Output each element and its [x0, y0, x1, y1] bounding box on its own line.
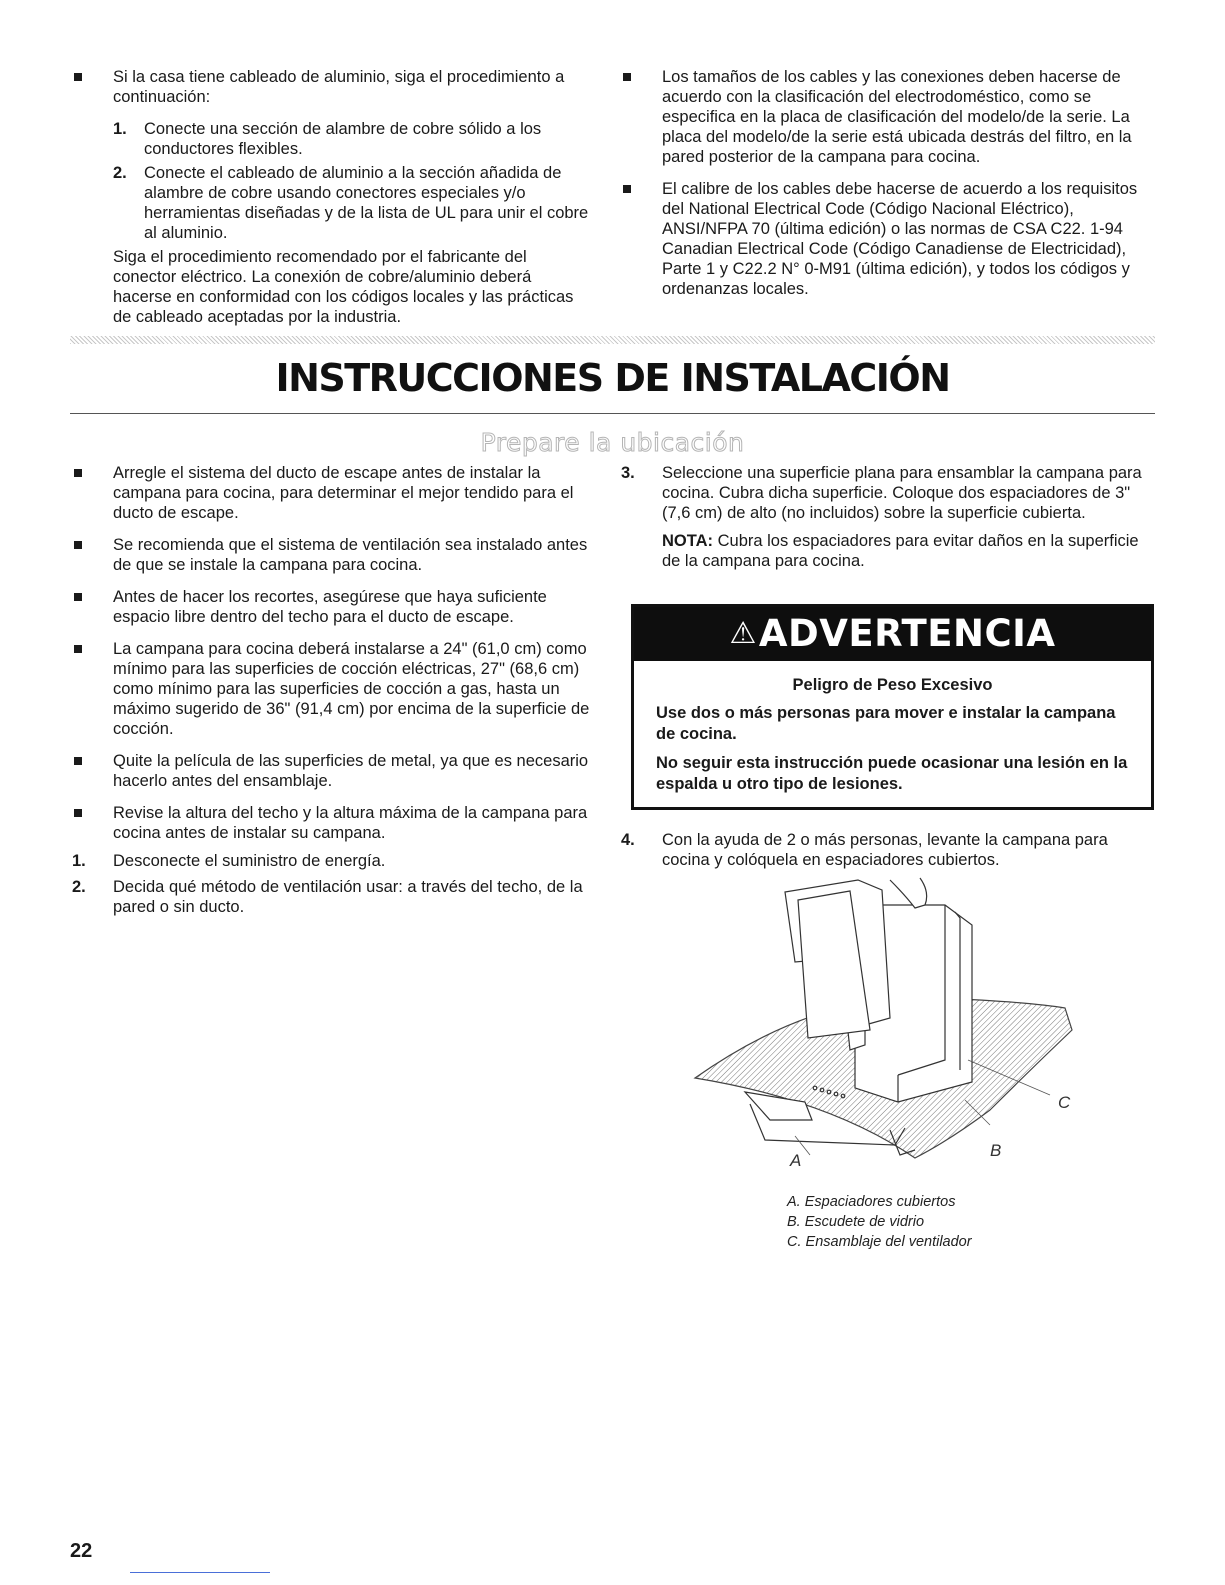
top-right-column	[621, 67, 1141, 311]
warning-heading: Peligro de Peso Excesivo	[792, 676, 993, 694]
list-item: Se recomienda que el sistema de ventilación sea instalado antes de que se instale la campana para cocina.	[72, 535, 592, 575]
warning-header: ⚠ADVERTENCIA	[634, 607, 1151, 661]
warning-box	[631, 604, 1154, 810]
top-left-column	[72, 67, 592, 327]
list-item: Los tamaños de los cables y las conexiones deben hacerse de acuerdo con la clasificación del electrodoméstico, como se especifica en la placa de clasificación del modelo/de la serie. La placa del modelo/de la serie está ubicada destrás del filtro, en la pared posterior de la campana para cocina.	[621, 67, 1141, 167]
list-item: El calibre de los cables debe hacerse de acuerdo a los requisitos del National Electrical Code (Código Nacional Eléctrico), ANSI/NFPA 70 (última edición) o las normas de CSA C22. 1-94 Canadian Electrical Code (Código Canadiense de Electricidad), Parte 1 y C22.2 N° 0-M91 (última edición), y todos los códigos y ordenanzas locales.	[621, 179, 1141, 299]
list-item: 2. Conecte el cableado de aluminio a la sección añadida de alambre de cobre usando conectores especiales y/o herramientas diseñadas y de la lista de UL para unir el cobre al aluminio.	[113, 164, 589, 242]
location-right-column	[621, 463, 1146, 571]
step-item: 2. Decida qué método de ventilación usar: a través del techo, de la pared o sin ducto.	[72, 878, 583, 916]
section-title: INSTRUCCIONES DE INSTALACIÓN	[275, 356, 950, 400]
step-item: 3. Seleccione una superficie plana para ensamblar la campana para cocina. Cubra dicha superficie. Coloque dos espaciadores de 3" (7,6 cm) de alto (no incluidos) sobre la superficie cubierta.	[621, 464, 1142, 522]
step-item: 1. Desconecte el suministro de energía.	[72, 852, 386, 870]
caption-a: A. Espaciadores cubiertos	[787, 1194, 956, 1210]
list-item: 1. Conecte una sección de alambre de cobre sólido a los conductores flexibles.	[113, 120, 542, 158]
page-number: 22	[70, 1540, 93, 1562]
warning-body	[634, 661, 1151, 795]
label-c: C	[1058, 1093, 1071, 1112]
caption-b: B. Escudete de vidrio	[787, 1214, 925, 1230]
warning-triangle-icon: ⚠	[729, 616, 757, 651]
caption-c: C. Ensamblaje del ventilador	[787, 1234, 972, 1250]
list-item: Antes de hacer los recortes, asegúrese que haya suficiente espacio libre dentro del techo para el ducto de escape.	[72, 587, 592, 627]
note: NOTA: Cubra los espaciadores para evitar daños en la superficie de la campana para cocina.	[662, 532, 1139, 570]
list-item: Si la casa tiene cableado de aluminio, siga el procedimiento a continuación:	[72, 67, 592, 107]
label-a: A	[790, 1151, 802, 1170]
hatched-divider	[70, 336, 1155, 344]
label-b: B	[990, 1141, 1002, 1160]
warning-line: No seguir esta instrucción puede ocasionar una lesión en la espalda u otro tipo de lesiones.	[656, 754, 1128, 793]
figure-captions	[787, 1192, 972, 1252]
list-item: Quite la película de las superficies de metal, ya que es necesario hacerlo antes del ensamblaje.	[72, 751, 592, 791]
hood-assembly-illustration	[690, 870, 1110, 1180]
list-item: Arregle el sistema del ducto de escape antes de instalar la campana para cocina, para determinar el mejor tendido para el ducto de escape.	[72, 463, 592, 523]
section-subtitle: Prepare la ubicación	[480, 428, 745, 457]
list-item: Revise la altura del techo y la altura máxima de la campana para cocina antes de instalar su campana.	[72, 803, 592, 843]
warning-line: Use dos o más personas para mover e instalar la campana de cocina.	[656, 704, 1116, 743]
paragraph: Siga el procedimiento recomendado por el fabricante del conector eléctrico. La conexión de cobre/aluminio deberá hacerse en conformidad con los códigos locales y las prácticas de cableado aceptadas por la industria.	[113, 248, 574, 326]
location-left-column	[72, 463, 592, 923]
list-item: La campana para cocina deberá instalarse a 24" (61,0 cm) como mínimo para las superficies de cocción eléctricas, 27" (68,6 cm) como mínimo para las superficies de cocción a gas, hasta un máximo sugerido de 36" (91,4 cm) por encima de la superficie de cocción.	[72, 639, 592, 739]
link-underline	[130, 1572, 270, 1573]
step-item: 4. Con la ayuda de 2 o más personas, levante la campana para cocina y colóquela en espaciadores cubiertos.	[621, 831, 1108, 869]
title-rule	[70, 413, 1155, 414]
